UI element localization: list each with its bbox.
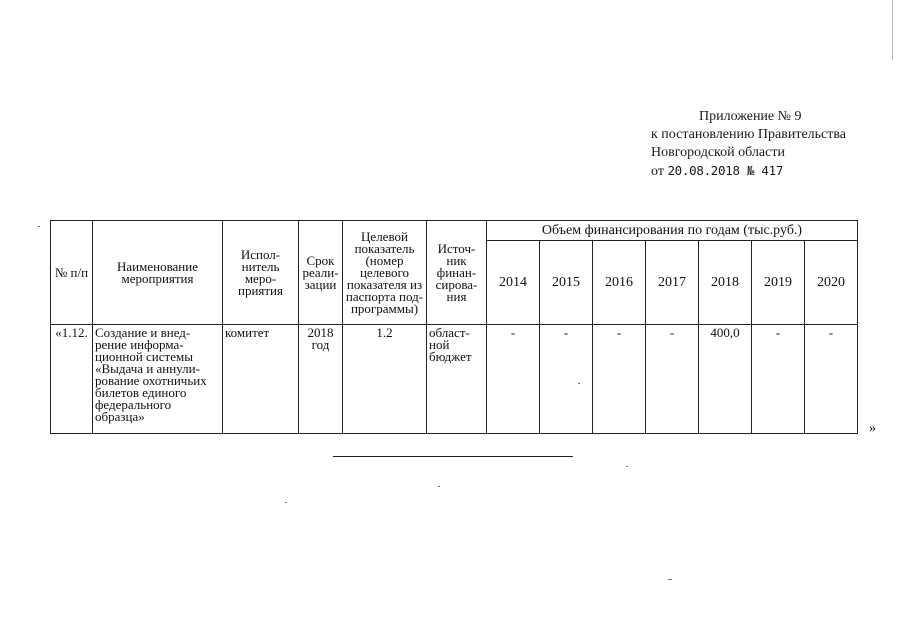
cell-name: Создание и внед-рение информа-ционной системы «Выдача и аннули-рование охотничьих билетов единого федерального образца»: [93, 325, 223, 434]
header-indicator: Целевой показатель (номер целевого показателя из паспорта под-программы): [343, 221, 427, 325]
date-value: 20.08.2018 № 417: [667, 163, 784, 178]
header-year: 2015: [540, 241, 593, 325]
appendix-date-line: [651, 162, 891, 181]
cell-value: -: [646, 325, 699, 434]
cell-value: -: [540, 325, 593, 434]
cell-value: -: [752, 325, 805, 434]
closing-quote: »: [869, 421, 876, 436]
funding-table: [50, 220, 858, 434]
appendix-title: Приложение № 9: [699, 109, 802, 124]
scan-speck: [438, 486, 440, 487]
cell-indicator: 1.2: [343, 325, 427, 434]
cell-executor: комитет: [223, 325, 299, 434]
header-executor: Испол-нитель меро-приятия: [223, 221, 299, 325]
header-year: 2020: [805, 241, 858, 325]
appendix-region-line: Новгородской области: [651, 145, 785, 160]
header-year: 2014: [487, 241, 540, 325]
header-term: Срок реали-зации: [299, 221, 343, 325]
scan-speck: [38, 226, 40, 227]
table-row: [51, 325, 858, 434]
header-year: 2017: [646, 241, 699, 325]
date-prefix: от: [651, 164, 664, 179]
cell-value: -: [487, 325, 540, 434]
separator-line: [333, 456, 573, 457]
header-year: 2018: [699, 241, 752, 325]
header-year: 2019: [752, 241, 805, 325]
header-name: Наименование мероприятия: [93, 221, 223, 325]
scan-speck: [668, 579, 672, 580]
appendix-resolution-line: к постановлению Правительства: [651, 127, 847, 142]
header-source: Источ-ник финан-сирова-ния: [427, 221, 487, 325]
cell-num: «1.12.: [51, 325, 93, 434]
header-row-1: [51, 221, 858, 241]
header-funding-group: Объем финансирования по годам (тыс.руб.): [487, 221, 858, 241]
cell-source: област-ной бюджет: [427, 325, 487, 434]
scan-edge-artifact: [892, 0, 893, 60]
header-year: 2016: [593, 241, 646, 325]
cell-value: -: [805, 325, 858, 434]
scan-speck: [285, 502, 287, 503]
scan-speck: [626, 466, 628, 467]
appendix-header: [651, 108, 891, 181]
cell-term: 2018 год: [299, 325, 343, 434]
scan-speck: [578, 383, 580, 384]
cell-value: 400,0: [699, 325, 752, 434]
cell-value: -: [593, 325, 646, 434]
header-num: № п/п: [51, 221, 93, 325]
